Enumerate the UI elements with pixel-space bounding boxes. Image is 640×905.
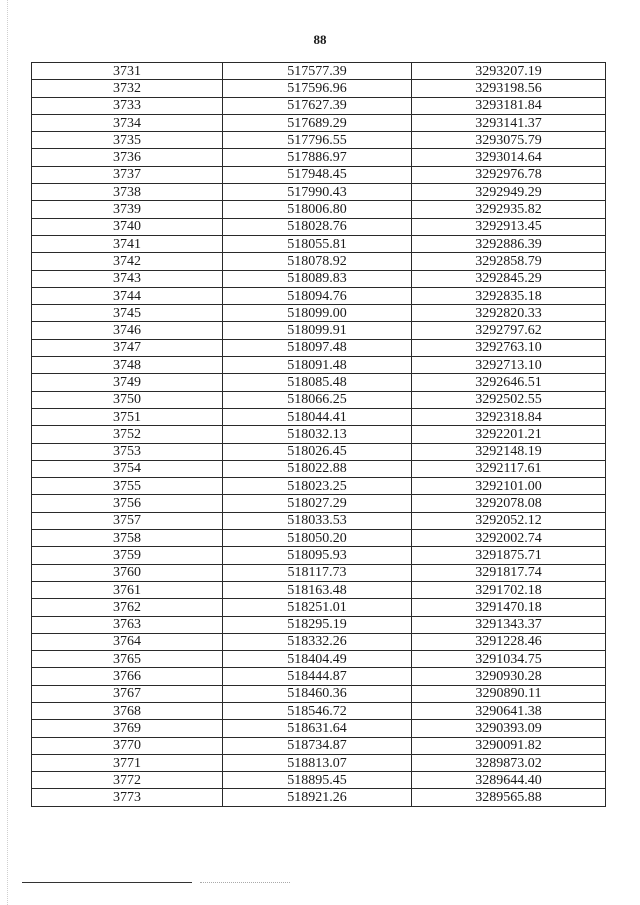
x-coordinate-cell: 517689.29 [223, 114, 412, 131]
point-number-cell: 3761 [32, 581, 223, 598]
y-coordinate-cell: 3289644.40 [412, 772, 606, 789]
y-coordinate-cell: 3292318.84 [412, 408, 606, 425]
table-row [32, 426, 606, 443]
table-row [32, 668, 606, 685]
x-coordinate-cell: 518546.72 [223, 702, 412, 719]
x-coordinate-cell: 518631.64 [223, 720, 412, 737]
x-coordinate-cell: 518251.01 [223, 599, 412, 616]
table-row [32, 270, 606, 287]
x-coordinate-cell: 518097.48 [223, 339, 412, 356]
page-number: 88 [313, 32, 327, 47]
table-row [32, 132, 606, 149]
x-coordinate-cell: 518027.29 [223, 495, 412, 512]
x-coordinate-cell: 518460.36 [223, 685, 412, 702]
x-coordinate-cell: 517796.55 [223, 132, 412, 149]
y-coordinate-cell: 3290393.09 [412, 720, 606, 737]
y-coordinate-cell: 3292117.61 [412, 460, 606, 477]
table-row [32, 149, 606, 166]
table-row [32, 201, 606, 218]
point-number-cell: 3758 [32, 530, 223, 547]
x-coordinate-cell: 518095.93 [223, 547, 412, 564]
x-coordinate-cell: 518044.41 [223, 408, 412, 425]
y-coordinate-cell: 3292858.79 [412, 253, 606, 270]
table-row [32, 339, 606, 356]
x-coordinate-cell: 518032.13 [223, 426, 412, 443]
point-number-cell: 3748 [32, 357, 223, 374]
x-coordinate-cell: 517577.39 [223, 63, 412, 80]
table-row [32, 460, 606, 477]
point-number-cell: 3755 [32, 478, 223, 495]
point-number-cell: 3739 [32, 201, 223, 218]
y-coordinate-cell: 3292845.29 [412, 270, 606, 287]
point-number-cell: 3760 [32, 564, 223, 581]
point-number-cell: 3771 [32, 754, 223, 771]
coordinates-table [31, 62, 606, 807]
table-row [32, 581, 606, 598]
x-coordinate-cell: 518023.25 [223, 478, 412, 495]
y-coordinate-cell: 3292820.33 [412, 305, 606, 322]
table-row [32, 443, 606, 460]
y-coordinate-cell: 3291034.75 [412, 651, 606, 668]
point-number-cell: 3765 [32, 651, 223, 668]
coordinates-table-body [32, 63, 606, 807]
y-coordinate-cell: 3292502.55 [412, 391, 606, 408]
y-coordinate-cell: 3292148.19 [412, 443, 606, 460]
y-coordinate-cell: 3291470.18 [412, 599, 606, 616]
point-number-cell: 3754 [32, 460, 223, 477]
point-number-cell: 3735 [32, 132, 223, 149]
y-coordinate-cell: 3289565.88 [412, 789, 606, 806]
table-row [32, 702, 606, 719]
y-coordinate-cell: 3292763.10 [412, 339, 606, 356]
point-number-cell: 3736 [32, 149, 223, 166]
point-number-cell: 3749 [32, 374, 223, 391]
x-coordinate-cell: 518895.45 [223, 772, 412, 789]
point-number-cell: 3741 [32, 235, 223, 252]
point-number-cell: 3744 [32, 287, 223, 304]
table-row [32, 772, 606, 789]
x-coordinate-cell: 518055.81 [223, 235, 412, 252]
table-row [32, 495, 606, 512]
y-coordinate-cell: 3293014.64 [412, 149, 606, 166]
y-coordinate-cell: 3292052.12 [412, 512, 606, 529]
y-coordinate-cell: 3292835.18 [412, 287, 606, 304]
table-row [32, 114, 606, 131]
point-number-cell: 3757 [32, 512, 223, 529]
point-number-cell: 3772 [32, 772, 223, 789]
point-number-cell: 3766 [32, 668, 223, 685]
y-coordinate-cell: 3292646.51 [412, 374, 606, 391]
scan-edge-line [7, 0, 8, 905]
y-coordinate-cell: 3291817.74 [412, 564, 606, 581]
table-row [32, 530, 606, 547]
point-number-cell: 3764 [32, 633, 223, 650]
table-row [32, 651, 606, 668]
y-coordinate-cell: 3292201.21 [412, 426, 606, 443]
table-row [32, 754, 606, 771]
point-number-cell: 3737 [32, 166, 223, 183]
point-number-cell: 3751 [32, 408, 223, 425]
x-coordinate-cell: 518099.00 [223, 305, 412, 322]
point-number-cell: 3742 [32, 253, 223, 270]
y-coordinate-cell: 3292976.78 [412, 166, 606, 183]
table-row [32, 391, 606, 408]
y-coordinate-cell: 3293181.84 [412, 97, 606, 114]
y-coordinate-cell: 3291702.18 [412, 581, 606, 598]
x-coordinate-cell: 518006.80 [223, 201, 412, 218]
point-number-cell: 3740 [32, 218, 223, 235]
table-row [32, 408, 606, 425]
point-number-cell: 3750 [32, 391, 223, 408]
table-row [32, 547, 606, 564]
y-coordinate-cell: 3292886.39 [412, 235, 606, 252]
y-coordinate-cell: 3292913.45 [412, 218, 606, 235]
table-row [32, 599, 606, 616]
table-row [32, 357, 606, 374]
point-number-cell: 3743 [32, 270, 223, 287]
table-row [32, 166, 606, 183]
x-coordinate-cell: 518028.76 [223, 218, 412, 235]
x-coordinate-cell: 518295.19 [223, 616, 412, 633]
point-number-cell: 3763 [32, 616, 223, 633]
table-row [32, 235, 606, 252]
table-row [32, 564, 606, 581]
point-number-cell: 3773 [32, 789, 223, 806]
x-coordinate-cell: 518813.07 [223, 754, 412, 771]
table-row [32, 685, 606, 702]
point-number-cell: 3753 [32, 443, 223, 460]
point-number-cell: 3733 [32, 97, 223, 114]
table-row [32, 720, 606, 737]
x-coordinate-cell: 518117.73 [223, 564, 412, 581]
table-row [32, 789, 606, 806]
y-coordinate-cell: 3291228.46 [412, 633, 606, 650]
table-row [32, 512, 606, 529]
y-coordinate-cell: 3292949.29 [412, 184, 606, 201]
x-coordinate-cell: 518085.48 [223, 374, 412, 391]
point-number-cell: 3746 [32, 322, 223, 339]
y-coordinate-cell: 3293207.19 [412, 63, 606, 80]
x-coordinate-cell: 518332.26 [223, 633, 412, 650]
y-coordinate-cell: 3293198.56 [412, 80, 606, 97]
point-number-cell: 3759 [32, 547, 223, 564]
x-coordinate-cell: 517886.97 [223, 149, 412, 166]
x-coordinate-cell: 518163.48 [223, 581, 412, 598]
y-coordinate-cell: 3292101.00 [412, 478, 606, 495]
point-number-cell: 3770 [32, 737, 223, 754]
point-number-cell: 3767 [32, 685, 223, 702]
footer-rule [22, 882, 192, 883]
y-coordinate-cell: 3293075.79 [412, 132, 606, 149]
point-number-cell: 3756 [32, 495, 223, 512]
y-coordinate-cell: 3289873.02 [412, 754, 606, 771]
y-coordinate-cell: 3290091.82 [412, 737, 606, 754]
point-number-cell: 3747 [32, 339, 223, 356]
point-number-cell: 3752 [32, 426, 223, 443]
y-coordinate-cell: 3290930.28 [412, 668, 606, 685]
y-coordinate-cell: 3290641.38 [412, 702, 606, 719]
point-number-cell: 3769 [32, 720, 223, 737]
y-coordinate-cell: 3291875.71 [412, 547, 606, 564]
x-coordinate-cell: 518033.53 [223, 512, 412, 529]
table-row [32, 478, 606, 495]
x-coordinate-cell: 517948.45 [223, 166, 412, 183]
y-coordinate-cell: 3290890.11 [412, 685, 606, 702]
table-row [32, 287, 606, 304]
table-row [32, 305, 606, 322]
table-row [32, 253, 606, 270]
y-coordinate-cell: 3293141.37 [412, 114, 606, 131]
y-coordinate-cell: 3292713.10 [412, 357, 606, 374]
table-row [32, 616, 606, 633]
point-number-cell: 3745 [32, 305, 223, 322]
table-row [32, 63, 606, 80]
point-number-cell: 3768 [32, 702, 223, 719]
x-coordinate-cell: 517990.43 [223, 184, 412, 201]
x-coordinate-cell: 518022.88 [223, 460, 412, 477]
table-row [32, 633, 606, 650]
y-coordinate-cell: 3292002.74 [412, 530, 606, 547]
x-coordinate-cell: 518094.76 [223, 287, 412, 304]
table-row [32, 184, 606, 201]
x-coordinate-cell: 517627.39 [223, 97, 412, 114]
point-number-cell: 3762 [32, 599, 223, 616]
x-coordinate-cell: 518050.20 [223, 530, 412, 547]
x-coordinate-cell: 518734.87 [223, 737, 412, 754]
point-number-cell: 3732 [32, 80, 223, 97]
x-coordinate-cell: 518921.26 [223, 789, 412, 806]
table-row [32, 737, 606, 754]
point-number-cell: 3734 [32, 114, 223, 131]
y-coordinate-cell: 3291343.37 [412, 616, 606, 633]
table-row [32, 322, 606, 339]
table-row [32, 97, 606, 114]
x-coordinate-cell: 518066.25 [223, 391, 412, 408]
table-row [32, 218, 606, 235]
x-coordinate-cell: 518078.92 [223, 253, 412, 270]
footer-rule-faint [200, 882, 290, 883]
point-number-cell: 3738 [32, 184, 223, 201]
table-row [32, 374, 606, 391]
x-coordinate-cell: 518099.91 [223, 322, 412, 339]
x-coordinate-cell: 518026.45 [223, 443, 412, 460]
x-coordinate-cell: 518404.49 [223, 651, 412, 668]
table-row [32, 80, 606, 97]
y-coordinate-cell: 3292078.08 [412, 495, 606, 512]
x-coordinate-cell: 518091.48 [223, 357, 412, 374]
x-coordinate-cell: 518089.83 [223, 270, 412, 287]
y-coordinate-cell: 3292797.62 [412, 322, 606, 339]
x-coordinate-cell: 517596.96 [223, 80, 412, 97]
point-number-cell: 3731 [32, 63, 223, 80]
x-coordinate-cell: 518444.87 [223, 668, 412, 685]
y-coordinate-cell: 3292935.82 [412, 201, 606, 218]
